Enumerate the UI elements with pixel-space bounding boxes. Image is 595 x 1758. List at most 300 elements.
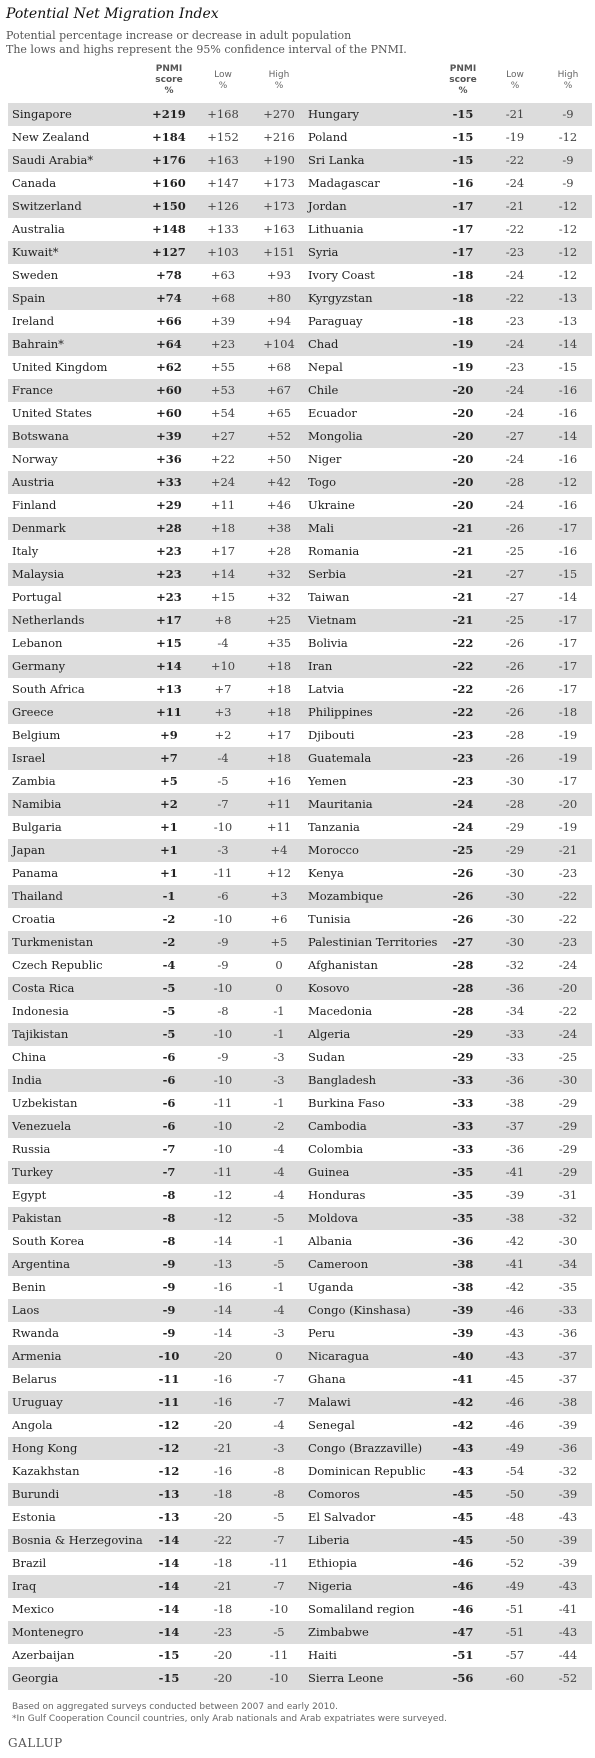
high-value: -8 [273, 1487, 285, 1501]
country-name: Peru [308, 1326, 335, 1340]
high-value: -43 [558, 1579, 578, 1593]
high-value: -3 [273, 1326, 285, 1340]
pnmi-score: +13 [156, 682, 182, 696]
pnmi-score: +2 [160, 797, 178, 811]
pnmi-score: -43 [452, 1441, 474, 1455]
high-value: -5 [273, 1257, 285, 1271]
country-name: Montenegro [12, 1625, 84, 1639]
low-value: -18 [213, 1556, 233, 1570]
pnmi-score: +150 [152, 199, 186, 213]
table-row [8, 287, 592, 310]
pnmi-score: -6 [162, 1050, 176, 1064]
high-value: -4 [273, 1303, 285, 1317]
country-name: Vietnam [308, 613, 357, 627]
high-value: -39 [558, 1533, 578, 1547]
low-value: -11 [213, 1165, 233, 1179]
high-value: +93 [266, 268, 292, 282]
low-value: -46 [505, 1418, 525, 1432]
low-value: -50 [505, 1487, 525, 1501]
low-value: +68 [210, 291, 236, 305]
high-value: -30 [558, 1234, 578, 1248]
country-name: Lebanon [12, 636, 63, 650]
pnmi-score: +1 [160, 866, 178, 880]
pnmi-score: +36 [156, 452, 182, 466]
high-value: -36 [558, 1326, 578, 1340]
country-name: Zambia [12, 774, 56, 788]
low-value: +22 [210, 452, 236, 466]
pnmi-score: -9 [162, 1303, 176, 1317]
table-row [8, 1069, 592, 1092]
pnmi-score: -6 [162, 1119, 176, 1133]
country-name: Romania [308, 544, 360, 558]
table-row [8, 1207, 592, 1230]
pnmi-score: -1 [162, 889, 176, 903]
high-value: -17 [558, 521, 578, 535]
pnmi-score: -20 [452, 383, 474, 397]
country-name: Panama [12, 866, 59, 880]
pnmi-score: -20 [452, 475, 474, 489]
low-value: +11 [210, 498, 236, 512]
high-value: -1 [273, 1234, 285, 1248]
country-name: Paraguay [308, 314, 363, 328]
high-value: +17 [266, 728, 292, 742]
table-row [8, 1322, 592, 1345]
table-row [8, 310, 592, 333]
high-value: +3 [270, 889, 288, 903]
table-row [8, 632, 592, 655]
high-value: -12 [558, 222, 578, 236]
low-value: -20 [213, 1349, 233, 1363]
header-pnmi-score-right [442, 64, 484, 97]
country-name: Somaliland region [308, 1602, 415, 1616]
high-value: -1 [273, 1096, 285, 1110]
country-name: Burundi [12, 1487, 60, 1501]
high-value: -5 [273, 1625, 285, 1639]
low-value: -10 [213, 1142, 233, 1156]
high-value: -37 [558, 1349, 578, 1363]
pnmi-score: -11 [158, 1395, 180, 1409]
pnmi-score: -11 [158, 1372, 180, 1386]
high-value: +32 [266, 590, 292, 604]
header-score-line2: score [155, 75, 183, 85]
low-value: -36 [505, 1142, 525, 1156]
country-name: Rwanda [12, 1326, 59, 1340]
high-value: +52 [266, 429, 292, 443]
country-name: Guinea [308, 1165, 350, 1179]
table-row [8, 517, 592, 540]
low-value: -23 [505, 314, 525, 328]
country-name: Ethiopia [308, 1556, 357, 1570]
country-name: Kazakhstan [12, 1464, 80, 1478]
table-row [8, 195, 592, 218]
pnmi-score: -33 [452, 1073, 474, 1087]
pnmi-score: -21 [452, 521, 474, 535]
country-name: Mali [308, 521, 334, 535]
header-score-line1: PNMI [155, 64, 183, 74]
high-value: -30 [558, 1073, 578, 1087]
low-value: -26 [505, 705, 525, 719]
high-value: -1 [273, 1027, 285, 1041]
pnmi-score: -35 [452, 1211, 474, 1225]
country-name: Uzbekistan [12, 1096, 78, 1110]
low-value: -49 [505, 1579, 525, 1593]
low-value: -18 [213, 1487, 233, 1501]
pnmi-score: -40 [452, 1349, 474, 1363]
country-name: United States [12, 406, 92, 420]
low-value: +18 [210, 521, 236, 535]
pnmi-score: -21 [452, 567, 474, 581]
high-value: -5 [273, 1510, 285, 1524]
pnmi-score: -38 [452, 1280, 474, 1294]
country-name: Namibia [12, 797, 62, 811]
high-value: +80 [266, 291, 292, 305]
low-value: +163 [207, 153, 239, 167]
low-value: -48 [505, 1510, 525, 1524]
country-name: Turkmenistan [12, 935, 94, 949]
country-name: Mongolia [308, 429, 363, 443]
high-value: -38 [558, 1395, 578, 1409]
pnmi-score: +62 [156, 360, 182, 374]
table-row [8, 563, 592, 586]
country-name: Cambodia [308, 1119, 367, 1133]
pnmi-score: +184 [152, 130, 186, 144]
country-name: Italy [12, 544, 39, 558]
country-name: Ireland [12, 314, 55, 328]
high-value: +68 [266, 360, 292, 374]
low-value: -27 [505, 567, 525, 581]
table-row [8, 1644, 592, 1667]
low-value: +147 [207, 176, 239, 190]
pnmi-score: -14 [158, 1625, 180, 1639]
table-row [8, 1391, 592, 1414]
high-value: -9 [562, 107, 574, 121]
high-value: +163 [263, 222, 295, 236]
table-row [8, 149, 592, 172]
high-value: -24 [558, 958, 578, 972]
high-value: -34 [558, 1257, 578, 1271]
header-score-line3: % [164, 86, 174, 96]
high-value: +18 [266, 705, 292, 719]
pnmi-score: +64 [156, 337, 182, 351]
low-value: -26 [505, 682, 525, 696]
country-name: Laos [12, 1303, 40, 1317]
high-value: +18 [266, 751, 292, 765]
low-value: -4 [217, 751, 229, 765]
table-row [8, 1230, 592, 1253]
high-value: -12 [558, 199, 578, 213]
country-name: Japan [12, 843, 46, 857]
high-value: -3 [273, 1050, 285, 1064]
pnmi-score: +60 [156, 383, 182, 397]
pnmi-score: -13 [158, 1487, 180, 1501]
pnmi-score: -51 [452, 1648, 474, 1662]
low-value: -38 [505, 1096, 525, 1110]
pnmi-score: -8 [162, 1211, 176, 1225]
pnmi-score: -19 [452, 360, 474, 374]
high-value: -12 [558, 475, 578, 489]
high-value: +4 [270, 843, 288, 857]
pnmi-score: -23 [452, 774, 474, 788]
country-name: India [12, 1073, 42, 1087]
table-row [8, 931, 592, 954]
header-high-right [548, 70, 588, 92]
low-value: +10 [210, 659, 236, 673]
country-name: Saudi Arabia* [12, 153, 94, 167]
high-value: -12 [558, 245, 578, 259]
high-value: +173 [263, 176, 295, 190]
pnmi-score: -46 [452, 1602, 474, 1616]
low-value: -30 [505, 935, 525, 949]
high-value: 0 [275, 958, 283, 972]
table-row [8, 264, 592, 287]
high-value: +6 [270, 912, 288, 926]
country-name: Djibouti [308, 728, 355, 742]
country-name: Belarus [12, 1372, 57, 1386]
table-row [8, 954, 592, 977]
country-name: Tajikistan [12, 1027, 69, 1041]
country-name: Israel [12, 751, 46, 765]
high-value: +5 [270, 935, 288, 949]
header-high-line2: % [563, 81, 573, 91]
low-value: -27 [505, 590, 525, 604]
high-value: -18 [558, 705, 578, 719]
chart-title: Potential Net Migration Index [6, 6, 219, 22]
country-name: Dominican Republic [308, 1464, 426, 1478]
pnmi-score: -21 [452, 613, 474, 627]
pnmi-score: -27 [452, 935, 474, 949]
pnmi-score: -22 [452, 682, 474, 696]
low-value: -22 [505, 222, 525, 236]
table-row [8, 908, 592, 931]
pnmi-score: -6 [162, 1073, 176, 1087]
low-value: +133 [207, 222, 239, 236]
low-value: +17 [210, 544, 236, 558]
header-low-line1: Low [214, 70, 232, 80]
low-value: +168 [207, 107, 239, 121]
high-value: -16 [558, 452, 578, 466]
low-value: -21 [213, 1441, 233, 1455]
table-row [8, 1621, 592, 1644]
high-value: -22 [558, 1004, 578, 1018]
country-name: Sri Lanka [308, 153, 365, 167]
country-name: Kosovo [308, 981, 350, 995]
pnmi-score: -39 [452, 1326, 474, 1340]
country-name: Mexico [12, 1602, 55, 1616]
country-name: Netherlands [12, 613, 85, 627]
low-value: -20 [213, 1418, 233, 1432]
low-value: -43 [505, 1326, 525, 1340]
pnmi-score: +11 [156, 705, 182, 719]
country-name: Germany [12, 659, 66, 673]
pnmi-score: -28 [452, 1004, 474, 1018]
country-name: Mozambique [308, 889, 384, 903]
high-value: -4 [273, 1165, 285, 1179]
high-value: -7 [273, 1372, 285, 1386]
country-name: Thailand [12, 889, 63, 903]
country-name: South Africa [12, 682, 85, 696]
pnmi-score: +176 [152, 153, 186, 167]
high-value: +11 [266, 797, 292, 811]
low-value: -28 [505, 475, 525, 489]
country-name: Kenya [308, 866, 344, 880]
high-value: -24 [558, 1027, 578, 1041]
low-value: +2 [214, 728, 232, 742]
low-value: -33 [505, 1050, 525, 1064]
low-value: -46 [505, 1303, 525, 1317]
table-row [8, 1414, 592, 1437]
country-name: Botswana [12, 429, 69, 443]
low-value: -22 [505, 291, 525, 305]
table-row [8, 1138, 592, 1161]
country-name: Sudan [308, 1050, 345, 1064]
low-value: -21 [505, 107, 525, 121]
low-value: +39 [210, 314, 236, 328]
low-value: -4 [217, 636, 229, 650]
pnmi-score: -17 [452, 199, 474, 213]
low-value: -60 [505, 1671, 525, 1685]
low-value: +3 [214, 705, 232, 719]
pnmi-score: -2 [162, 935, 176, 949]
pnmi-score: +66 [156, 314, 182, 328]
low-value: -26 [505, 521, 525, 535]
high-value: -16 [558, 383, 578, 397]
low-value: -23 [213, 1625, 233, 1639]
high-value: -8 [273, 1464, 285, 1478]
country-name: Malaysia [12, 567, 65, 581]
pnmi-score: +17 [156, 613, 182, 627]
country-name: Iran [308, 659, 333, 673]
pnmi-score: -22 [452, 636, 474, 650]
country-name: Finland [12, 498, 57, 512]
country-name: Poland [308, 130, 348, 144]
low-value: +24 [210, 475, 236, 489]
high-value: -22 [558, 912, 578, 926]
high-value: +270 [263, 107, 295, 121]
high-value: -43 [558, 1510, 578, 1524]
high-value: -39 [558, 1487, 578, 1501]
low-value: -29 [505, 843, 525, 857]
pnmi-score: +74 [156, 291, 182, 305]
pnmi-score: +39 [156, 429, 182, 443]
country-name: Benin [12, 1280, 46, 1294]
table-row [8, 1023, 592, 1046]
low-value: -30 [505, 912, 525, 926]
high-value: -4 [273, 1418, 285, 1432]
low-value: -10 [213, 1119, 233, 1133]
low-value: -3 [217, 843, 229, 857]
pnmi-score: +23 [156, 567, 182, 581]
table-row [8, 425, 592, 448]
pnmi-score: -21 [452, 590, 474, 604]
low-value: -38 [505, 1211, 525, 1225]
high-value: -22 [558, 889, 578, 903]
pnmi-score: -12 [158, 1441, 180, 1455]
country-name: Ivory Coast [308, 268, 375, 282]
low-value: -8 [217, 1004, 229, 1018]
high-value: -3 [273, 1441, 285, 1455]
low-value: -54 [505, 1464, 525, 1478]
table-row [8, 1253, 592, 1276]
header-high-line2: % [274, 81, 284, 91]
pnmi-score: -14 [158, 1602, 180, 1616]
high-value: -16 [558, 544, 578, 558]
high-value: -43 [558, 1625, 578, 1639]
low-value: -42 [505, 1234, 525, 1248]
high-value: +46 [266, 498, 292, 512]
gallup-logo: GALLUP [8, 1736, 63, 1750]
high-value: -7 [273, 1395, 285, 1409]
low-value: -25 [505, 544, 525, 558]
high-value: -14 [558, 337, 578, 351]
table-row [8, 1529, 592, 1552]
table-row [8, 1299, 592, 1322]
country-name: Ecuador [308, 406, 357, 420]
low-value: -30 [505, 889, 525, 903]
chart-subtitle-ci-note: The lows and highs represent the 95% confidence interval of the PNMI. [6, 43, 407, 56]
low-value: +27 [210, 429, 236, 443]
high-value: -3 [273, 1073, 285, 1087]
pnmi-score: -19 [452, 337, 474, 351]
header-high-line1: High [557, 70, 579, 80]
high-value: -4 [273, 1142, 285, 1156]
high-value: +32 [266, 567, 292, 581]
low-value: -49 [505, 1441, 525, 1455]
high-value: -41 [558, 1602, 578, 1616]
country-name: Liberia [308, 1533, 350, 1547]
low-value: -14 [213, 1234, 233, 1248]
high-value: -15 [558, 360, 578, 374]
low-value: -28 [505, 797, 525, 811]
low-value: -24 [505, 498, 525, 512]
low-value: -24 [505, 337, 525, 351]
low-value: -18 [213, 1602, 233, 1616]
pnmi-score: -15 [158, 1671, 180, 1685]
table-row [8, 816, 592, 839]
pnmi-score: -39 [452, 1303, 474, 1317]
pnmi-score: -22 [452, 705, 474, 719]
country-name: Colombia [308, 1142, 364, 1156]
pnmi-score: -9 [162, 1326, 176, 1340]
high-value: -23 [558, 866, 578, 880]
table-row [8, 1667, 592, 1690]
country-name: Egypt [12, 1188, 47, 1202]
country-name: Nicaragua [308, 1349, 370, 1363]
low-value: +152 [207, 130, 239, 144]
pnmi-score: -15 [452, 130, 474, 144]
high-value: -12 [558, 268, 578, 282]
pnmi-score: -15 [158, 1648, 180, 1662]
country-name: Canada [12, 176, 57, 190]
high-value: +16 [266, 774, 292, 788]
pnmi-score: -33 [452, 1096, 474, 1110]
pnmi-score: -29 [452, 1050, 474, 1064]
country-name: Malawi [308, 1395, 351, 1409]
low-value: -24 [505, 406, 525, 420]
table-row [8, 862, 592, 885]
pnmi-score: -46 [452, 1556, 474, 1570]
high-value: -32 [558, 1464, 578, 1478]
country-name: Armenia [12, 1349, 62, 1363]
pnmi-score: +9 [160, 728, 178, 742]
pnmi-score: -17 [452, 245, 474, 259]
pnmi-score: -20 [452, 429, 474, 443]
low-value: +126 [207, 199, 239, 213]
low-value: -5 [217, 774, 229, 788]
pnmi-score: -26 [452, 889, 474, 903]
country-name: Albania [308, 1234, 353, 1248]
country-name: Mauritania [308, 797, 373, 811]
high-value: -21 [558, 843, 578, 857]
